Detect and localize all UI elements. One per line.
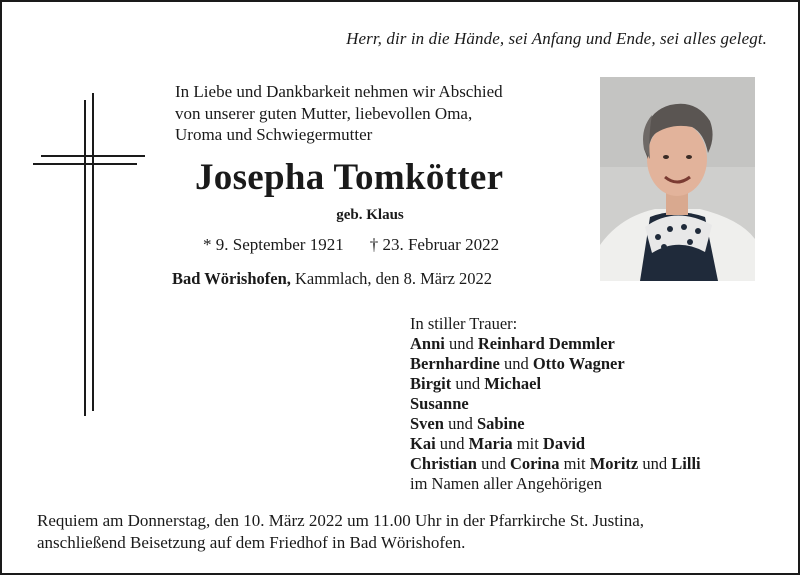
mourner-name: Sabine <box>476 414 525 433</box>
mourner-connector: und <box>499 354 533 373</box>
mourner-name: Moritz <box>589 454 639 473</box>
mourner-name: Sven <box>410 414 444 433</box>
death-date: † 23. Februar 2022 <box>369 235 500 254</box>
intro-line: von unserer guten Mutter, liebevollen Oma, <box>175 103 473 123</box>
mourner-name: Bernhardine <box>410 354 500 373</box>
mourner-line <box>410 454 701 474</box>
place-and-date <box>172 269 492 289</box>
intro-line: Uroma und Schwiegermutter <box>175 125 373 144</box>
mourner-name: Otto Wagner <box>532 354 625 373</box>
intro-text <box>175 81 503 146</box>
mourner-line <box>410 374 701 394</box>
service-line: anschließend Beisetzung auf dem Friedhof in Bad Wörishofen. <box>37 533 466 552</box>
birth-date: * 9. September 1921 <box>203 235 344 254</box>
mourner-name: Corina <box>509 454 560 473</box>
mourner-line <box>410 394 701 414</box>
mourner-connector: und <box>443 414 477 433</box>
mourner-connector: und <box>451 374 485 393</box>
mourner-lines <box>410 334 701 474</box>
place-rest: Kammlach, den 8. März 2022 <box>290 269 493 288</box>
mourner-connector: und <box>444 334 478 353</box>
mourners-footer: im Namen aller Angehörigen <box>410 474 602 493</box>
mourner-line <box>410 354 701 374</box>
mourner-name: Birgit <box>410 374 452 393</box>
deceased-name: Josepha Tomkötter <box>195 157 504 198</box>
mourner-line <box>410 334 701 354</box>
mourner-name: Kai <box>410 434 436 453</box>
mourner-name: Anni <box>410 334 445 353</box>
portrait-illustration <box>600 77 755 281</box>
mourner-name: Reinhard Demmler <box>477 334 615 353</box>
mourners-heading: In stiller Trauer: <box>410 314 518 333</box>
cross-vertical-beam-2 <box>92 93 94 411</box>
mourner-line <box>410 414 701 434</box>
life-dates <box>203 235 499 255</box>
cross-horizontal-beam-1 <box>41 155 145 157</box>
motto: Herr, dir in die Hände, sei Anfang und Ende, sei alles gelegt. <box>346 29 767 48</box>
mourner-connector: und <box>435 434 469 453</box>
service-line: Requiem am Donnerstag, den 10. März 2022 um 11.00 Uhr in der Pfarrkirche St. Justina, <box>37 511 644 530</box>
cross-horizontal-beam-2 <box>33 163 137 165</box>
mourner-connector: mit <box>559 454 590 473</box>
mourner-name: Christian <box>410 454 477 473</box>
mourner-name: Michael <box>484 374 542 393</box>
mourner-name: David <box>542 434 586 453</box>
mourner-connector: und <box>476 454 510 473</box>
mourner-connector: mit <box>512 434 543 453</box>
cross-vertical-beam-1 <box>84 100 86 416</box>
intro-line: In Liebe und Dankbarkeit nehmen wir Abschied <box>175 82 503 101</box>
service-info <box>37 510 644 554</box>
mourners-list <box>410 314 701 494</box>
mourner-line <box>410 434 701 454</box>
mourner-name: Susanne <box>410 394 469 413</box>
place-town: Bad Wörishofen, <box>172 269 291 288</box>
mourner-name: Maria <box>468 434 513 453</box>
portrait-photo <box>600 77 755 281</box>
mourner-connector: und <box>638 454 672 473</box>
mourner-name: Lilli <box>671 454 701 473</box>
birth-name: geb. Klaus <box>336 207 404 223</box>
